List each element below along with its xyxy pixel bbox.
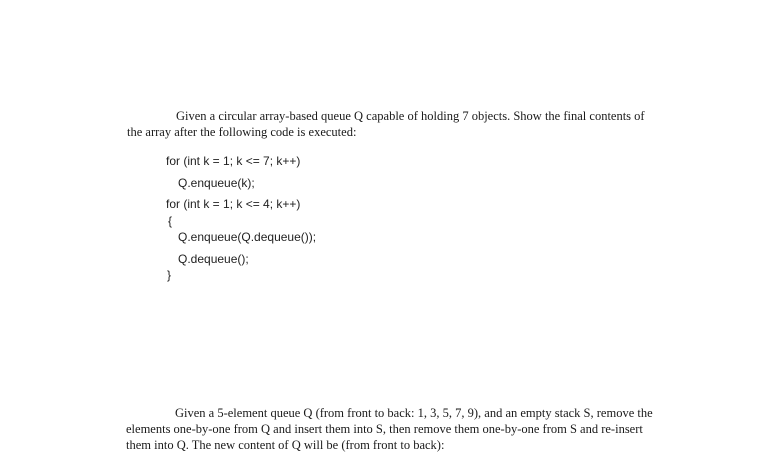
code-line: Q.dequeue(); — [178, 252, 249, 266]
code-line: for (int k = 1; k <= 4; k++) — [166, 197, 301, 211]
problem-1-line-1: Given a circular array-based queue Q capable of holding 7 objects. Show the final contents of — [176, 109, 645, 123]
problem-2-line-3: them into Q. The new content of Q will be (from front to back): — [126, 438, 445, 452]
code-line: for (int k = 1; k <= 7; k++) — [166, 154, 301, 168]
problem-2-line-2: elements one-by-one from Q and insert them into S, then remove them one-by-one from S and re-insert — [126, 422, 643, 436]
code-line: Q.enqueue(Q.dequeue()); — [178, 230, 317, 244]
code-line: { — [168, 214, 173, 228]
code-line: Q.enqueue(k); — [178, 176, 255, 190]
problem-1-line-2: the array after the following code is executed: — [127, 125, 357, 139]
code-line: } — [167, 268, 172, 282]
problem-2-line-1: Given a 5-element queue Q (from front to back: 1, 3, 5, 7, 9), and an empty stack S, remove the — [175, 406, 653, 420]
